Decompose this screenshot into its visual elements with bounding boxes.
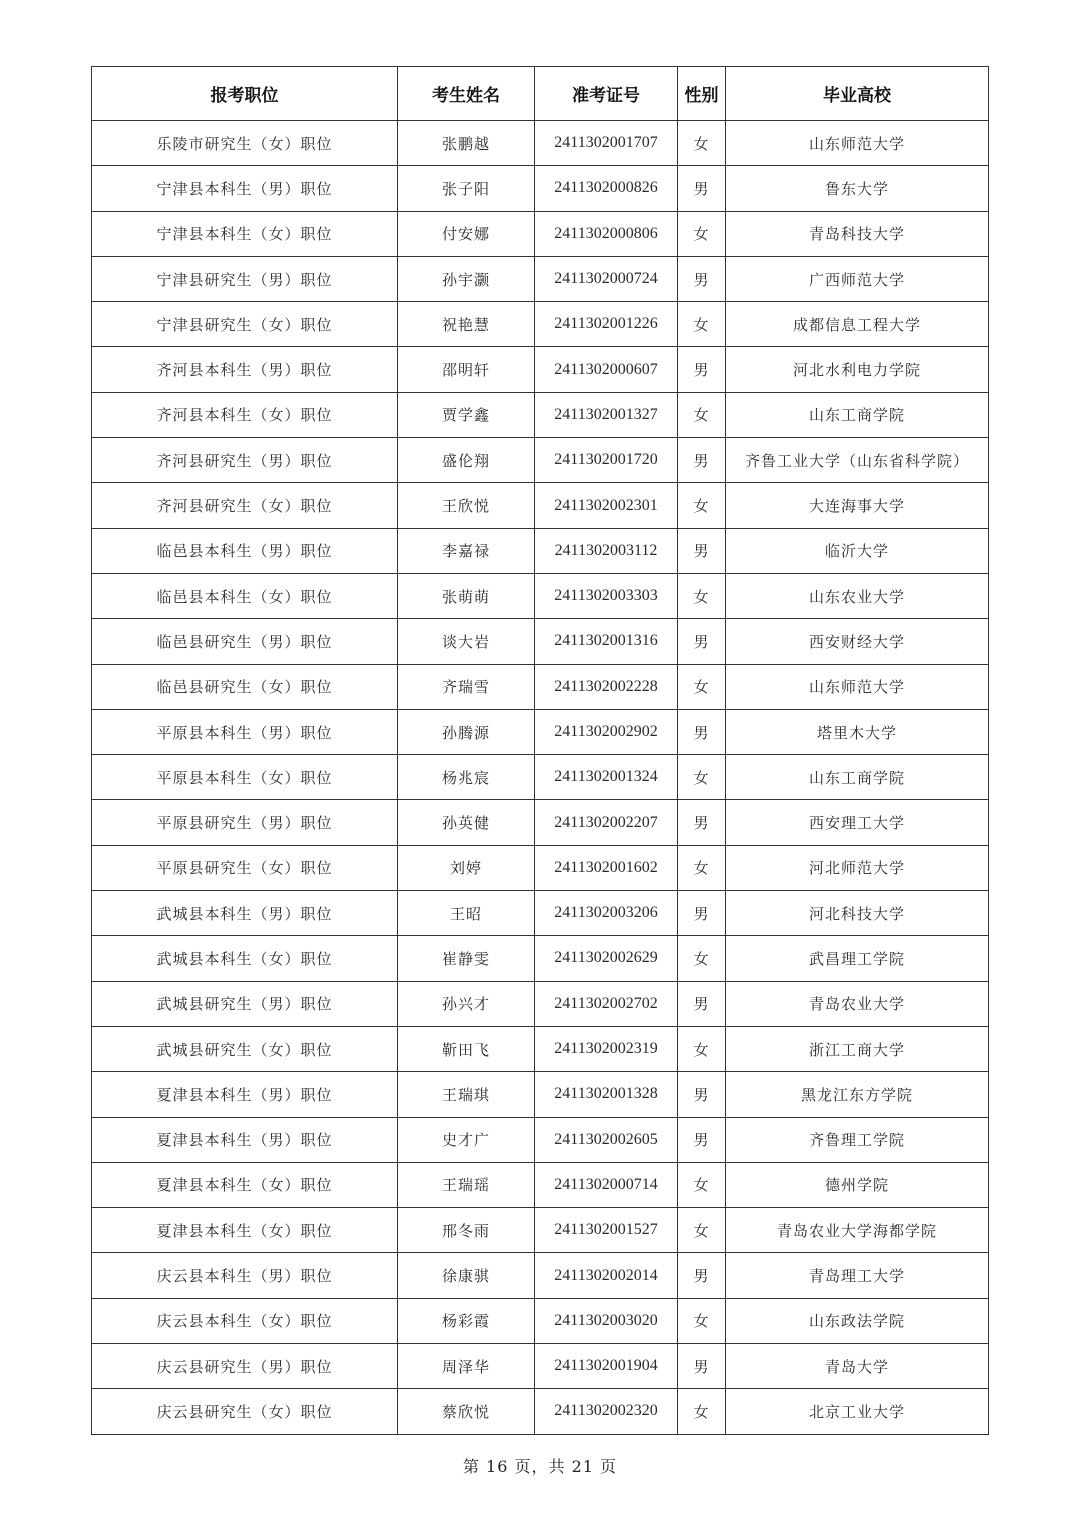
cell-position: 武城县研究生（女）职位: [92, 1026, 398, 1071]
table-row: [92, 166, 989, 211]
cell-university: 武昌理工学院: [726, 936, 989, 981]
cell-candidate-name: 张子阳: [398, 166, 535, 211]
cell-university: 德州学院: [726, 1162, 989, 1207]
cell-candidate-name: 孙兴才: [398, 981, 535, 1026]
cell-admission-number: 2411302002301: [535, 483, 678, 528]
cell-gender: 男: [678, 981, 726, 1026]
cell-candidate-name: 王欣悦: [398, 483, 535, 528]
cell-position: 乐陵市研究生（女）职位: [92, 121, 398, 166]
cell-university: 西安理工大学: [726, 800, 989, 845]
cell-university: 鲁东大学: [726, 166, 989, 211]
cell-university: 山东农业大学: [726, 573, 989, 618]
cell-position: 齐河县研究生（女）职位: [92, 483, 398, 528]
cell-admission-number: 2411302003020: [535, 1298, 678, 1343]
candidate-table-container: [91, 66, 988, 1435]
cell-position: 平原县研究生（女）职位: [92, 845, 398, 890]
cell-gender: 女: [678, 1208, 726, 1253]
cell-gender: 男: [678, 891, 726, 936]
cell-admission-number: 2411302002902: [535, 709, 678, 754]
cell-position: 庆云县本科生（男）职位: [92, 1253, 398, 1298]
candidate-table: [91, 66, 989, 1435]
cell-position: 武城县本科生（男）职位: [92, 891, 398, 936]
cell-university: 河北水利电力学院: [726, 347, 989, 392]
cell-candidate-name: 付安娜: [398, 211, 535, 256]
cell-university: 临沂大学: [726, 528, 989, 573]
cell-gender: 女: [678, 1389, 726, 1434]
cell-candidate-name: 徐康骐: [398, 1253, 535, 1298]
header-gender: 性别: [678, 67, 726, 121]
cell-candidate-name: 史才广: [398, 1117, 535, 1162]
cell-gender: 女: [678, 845, 726, 890]
cell-university: 大连海事大学: [726, 483, 989, 528]
cell-admission-number: 2411302000607: [535, 347, 678, 392]
cell-gender: 女: [678, 121, 726, 166]
header-university: 毕业高校: [726, 67, 989, 121]
cell-university: 塔里木大学: [726, 709, 989, 754]
cell-candidate-name: 张鹏越: [398, 121, 535, 166]
cell-gender: 男: [678, 1117, 726, 1162]
cell-candidate-name: 杨兆宸: [398, 755, 535, 800]
table-row: [92, 302, 989, 347]
cell-gender: 女: [678, 302, 726, 347]
cell-admission-number: 2411302002702: [535, 981, 678, 1026]
cell-candidate-name: 孙腾源: [398, 709, 535, 754]
cell-candidate-name: 王昭: [398, 891, 535, 936]
cell-position: 宁津县本科生（男）职位: [92, 166, 398, 211]
cell-candidate-name: 杨彩霞: [398, 1298, 535, 1343]
cell-candidate-name: 祝艳慧: [398, 302, 535, 347]
cell-university: 青岛大学: [726, 1344, 989, 1389]
cell-admission-number: 2411302001328: [535, 1072, 678, 1117]
cell-admission-number: 2411302002319: [535, 1026, 678, 1071]
cell-gender: 女: [678, 936, 726, 981]
cell-position: 庆云县研究生（男）职位: [92, 1344, 398, 1389]
table-row: [92, 1208, 989, 1253]
cell-university: 广西师范大学: [726, 256, 989, 301]
cell-admission-number: 2411302000724: [535, 256, 678, 301]
cell-candidate-name: 贾学鑫: [398, 392, 535, 437]
cell-gender: 男: [678, 347, 726, 392]
cell-position: 宁津县研究生（女）职位: [92, 302, 398, 347]
cell-gender: 男: [678, 1253, 726, 1298]
cell-admission-number: 2411302003206: [535, 891, 678, 936]
cell-admission-number: 2411302003112: [535, 528, 678, 573]
cell-university: 山东工商学院: [726, 755, 989, 800]
cell-candidate-name: 刘婷: [398, 845, 535, 890]
cell-admission-number: 2411302000806: [535, 211, 678, 256]
cell-gender: 女: [678, 1162, 726, 1207]
cell-position: 夏津县本科生（女）职位: [92, 1208, 398, 1253]
cell-gender: 女: [678, 392, 726, 437]
cell-gender: 女: [678, 755, 726, 800]
table-row: [92, 483, 989, 528]
cell-position: 平原县研究生（男）职位: [92, 800, 398, 845]
table-row: [92, 256, 989, 301]
table-row: [92, 573, 989, 618]
cell-candidate-name: 王瑞瑶: [398, 1162, 535, 1207]
cell-position: 庆云县本科生（女）职位: [92, 1298, 398, 1343]
cell-candidate-name: 盛伦翔: [398, 438, 535, 483]
table-row: [92, 1344, 989, 1389]
cell-position: 平原县本科生（男）职位: [92, 709, 398, 754]
table-row: [92, 1162, 989, 1207]
cell-admission-number: 2411302001316: [535, 619, 678, 664]
cell-gender: 男: [678, 709, 726, 754]
cell-candidate-name: 孙宇灏: [398, 256, 535, 301]
header-position: 报考职位: [92, 67, 398, 121]
cell-admission-number: 2411302000714: [535, 1162, 678, 1207]
cell-university: 齐鲁工业大学（山东省科学院）: [726, 438, 989, 483]
cell-candidate-name: 邵明轩: [398, 347, 535, 392]
cell-university: 青岛科技大学: [726, 211, 989, 256]
table-row: [92, 709, 989, 754]
cell-university: 河北科技大学: [726, 891, 989, 936]
cell-university: 青岛理工大学: [726, 1253, 989, 1298]
table-row: [92, 1117, 989, 1162]
cell-position: 武城县本科生（女）职位: [92, 936, 398, 981]
table-row: [92, 392, 989, 437]
cell-position: 临邑县研究生（女）职位: [92, 664, 398, 709]
cell-position: 齐河县本科生（男）职位: [92, 347, 398, 392]
cell-admission-number: 2411302002605: [535, 1117, 678, 1162]
cell-gender: 男: [678, 1344, 726, 1389]
table-row: [92, 528, 989, 573]
cell-position: 武城县研究生（男）职位: [92, 981, 398, 1026]
cell-position: 夏津县本科生（女）职位: [92, 1162, 398, 1207]
table-row: [92, 891, 989, 936]
table-row: [92, 1389, 989, 1434]
cell-admission-number: 2411302001707: [535, 121, 678, 166]
cell-gender: 男: [678, 619, 726, 664]
table-row: [92, 1298, 989, 1343]
cell-admission-number: 2411302002228: [535, 664, 678, 709]
cell-university: 山东师范大学: [726, 664, 989, 709]
cell-university: 河北师范大学: [726, 845, 989, 890]
cell-admission-number: 2411302001904: [535, 1344, 678, 1389]
cell-position: 齐河县本科生（女）职位: [92, 392, 398, 437]
table-body: [92, 121, 989, 1435]
cell-position: 平原县本科生（女）职位: [92, 755, 398, 800]
cell-university: 浙江工商大学: [726, 1026, 989, 1071]
cell-gender: 男: [678, 256, 726, 301]
header-candidate-name: 考生姓名: [398, 67, 535, 121]
cell-gender: 女: [678, 483, 726, 528]
cell-university: 青岛农业大学海都学院: [726, 1208, 989, 1253]
cell-gender: 女: [678, 573, 726, 618]
cell-candidate-name: 邢冬雨: [398, 1208, 535, 1253]
cell-gender: 女: [678, 1298, 726, 1343]
page-number: 第 16 页，共 21 页: [462, 1457, 618, 1476]
cell-university: 山东工商学院: [726, 392, 989, 437]
table-header-row: [92, 67, 989, 121]
table-row: [92, 347, 989, 392]
header-admission-number: 准考证号: [535, 67, 678, 121]
table-row: [92, 845, 989, 890]
cell-gender: 男: [678, 528, 726, 573]
cell-admission-number: 2411302002014: [535, 1253, 678, 1298]
cell-candidate-name: 崔静雯: [398, 936, 535, 981]
table-row: [92, 211, 989, 256]
table-row: [92, 800, 989, 845]
cell-candidate-name: 蔡欣悦: [398, 1389, 535, 1434]
cell-position: 齐河县研究生（男）职位: [92, 438, 398, 483]
cell-candidate-name: 齐瑞雪: [398, 664, 535, 709]
cell-admission-number: 2411302001527: [535, 1208, 678, 1253]
cell-candidate-name: 靳田飞: [398, 1026, 535, 1071]
cell-candidate-name: 张萌萌: [398, 573, 535, 618]
cell-position: 夏津县本科生（男）职位: [92, 1072, 398, 1117]
cell-admission-number: 2411302002320: [535, 1389, 678, 1434]
cell-admission-number: 2411302000826: [535, 166, 678, 211]
table-row: [92, 664, 989, 709]
cell-position: 庆云县研究生（女）职位: [92, 1389, 398, 1434]
cell-admission-number: 2411302001327: [535, 392, 678, 437]
table-row: [92, 438, 989, 483]
table-row: [92, 1072, 989, 1117]
cell-university: 成都信息工程大学: [726, 302, 989, 347]
table-row: [92, 619, 989, 664]
cell-gender: 女: [678, 664, 726, 709]
cell-gender: 男: [678, 166, 726, 211]
cell-position: 宁津县研究生（男）职位: [92, 256, 398, 301]
cell-admission-number: 2411302001324: [535, 755, 678, 800]
cell-position: 宁津县本科生（女）职位: [92, 211, 398, 256]
cell-university: 齐鲁理工学院: [726, 1117, 989, 1162]
cell-university: 山东政法学院: [726, 1298, 989, 1343]
cell-university: 北京工业大学: [726, 1389, 989, 1434]
cell-gender: 男: [678, 800, 726, 845]
cell-gender: 男: [678, 1072, 726, 1117]
cell-position: 夏津县本科生（男）职位: [92, 1117, 398, 1162]
table-row: [92, 1253, 989, 1298]
cell-position: 临邑县本科生（男）职位: [92, 528, 398, 573]
table-row: [92, 755, 989, 800]
table-row: [92, 936, 989, 981]
cell-candidate-name: 周泽华: [398, 1344, 535, 1389]
cell-university: 西安财经大学: [726, 619, 989, 664]
cell-candidate-name: 谈大岩: [398, 619, 535, 664]
cell-admission-number: 2411302001720: [535, 438, 678, 483]
cell-admission-number: 2411302002207: [535, 800, 678, 845]
cell-candidate-name: 王瑞琪: [398, 1072, 535, 1117]
cell-candidate-name: 孙英健: [398, 800, 535, 845]
cell-position: 临邑县本科生（女）职位: [92, 573, 398, 618]
cell-university: 山东师范大学: [726, 121, 989, 166]
cell-admission-number: 2411302001226: [535, 302, 678, 347]
cell-admission-number: 2411302002629: [535, 936, 678, 981]
table-row: [92, 1026, 989, 1071]
cell-gender: 女: [678, 211, 726, 256]
cell-candidate-name: 李嘉禄: [398, 528, 535, 573]
table-row: [92, 121, 989, 166]
cell-admission-number: 2411302003303: [535, 573, 678, 618]
cell-gender: 女: [678, 1026, 726, 1071]
table-row: [92, 981, 989, 1026]
cell-position: 临邑县研究生（男）职位: [92, 619, 398, 664]
cell-gender: 男: [678, 438, 726, 483]
cell-university: 黑龙江东方学院: [726, 1072, 989, 1117]
cell-university: 青岛农业大学: [726, 981, 989, 1026]
cell-admission-number: 2411302001602: [535, 845, 678, 890]
